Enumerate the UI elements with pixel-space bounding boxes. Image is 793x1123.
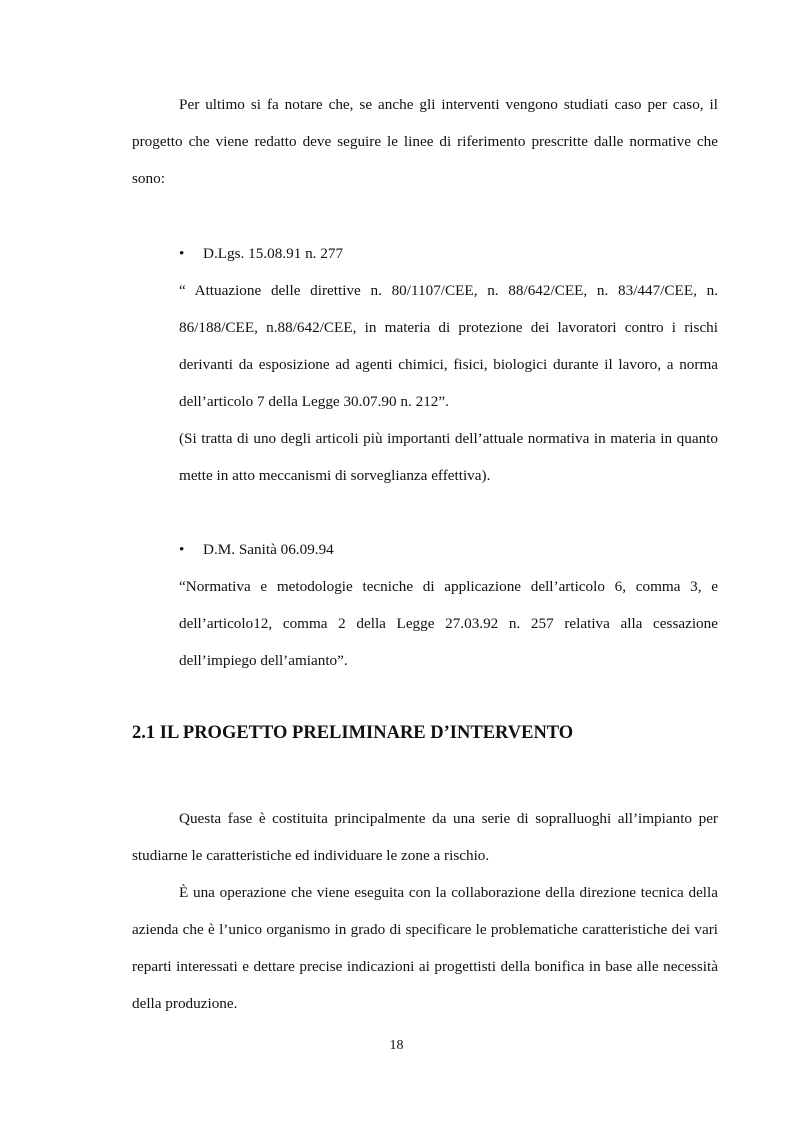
intro-paragraph: Per ultimo si fa notare che, se anche gli interventi vengono studiati caso per caso, il progetto che viene redatto deve seguire le linee di riferimento prescritte dalle normative che sono:	[132, 96, 718, 187]
section-heading: 2.1 IL PROGETTO PRELIMINARE D’INTERVENTO	[132, 723, 574, 743]
law-item-1-quote: “ Attuazione delle direttive n. 80/1107/CEE, n. 88/642/CEE, n. 83/447/CEE, n. 86/188/CEE, n.88/642/CEE, in materia di protezione dei lavoratori contro i rischi derivanti da esposizione ad agenti chimici, fisici, biologici durante il lavoro, a norma dell’articolo 7 della Legge 30.07.90 n. 212”.	[179, 282, 718, 410]
section-body	[132, 800, 718, 1022]
intro-block	[132, 86, 718, 197]
law-item-2-title: D.M. Sanità 06.09.94	[203, 541, 334, 558]
law-item-2-body	[179, 568, 718, 679]
law-item-1-title: D.Lgs. 15.08.91 n. 277	[203, 245, 344, 262]
law-item-2-quote: “Normativa e metodologie tecniche di applicazione dell’articolo 6, comma 3, e dell’articolo12, comma 2 della Legge 27.03.92 n. 257 relativa alla cessazione dell’impiego dell’amianto”.	[179, 578, 718, 669]
law-item-1-body	[179, 272, 718, 494]
section-paragraph-2: È una operazione che viene eseguita con la collaborazione della direzione tecnica della azienda che è l’unico organismo in grado di specificare le problematiche caratteristiche dei vari reparti interessati e dettare precise indicazioni ai progettisti della bonifica in base alle necessità della produzione.	[132, 884, 718, 1012]
bullet-icon: •	[179, 245, 185, 262]
law-item-1-note: (Si tratta di uno degli articoli più importanti dell’attuale normativa in materia in quanto mette in atto meccanismi di sorveglianza effettiva).	[179, 430, 718, 484]
bullet-icon: •	[179, 541, 185, 558]
page-number: 18	[389, 1038, 404, 1053]
section-paragraph-1: Questa fase è costituita principalmente da una serie di sopralluoghi all’impianto per studiarne le caratteristiche ed individuare le zone a rischio.	[132, 810, 718, 864]
